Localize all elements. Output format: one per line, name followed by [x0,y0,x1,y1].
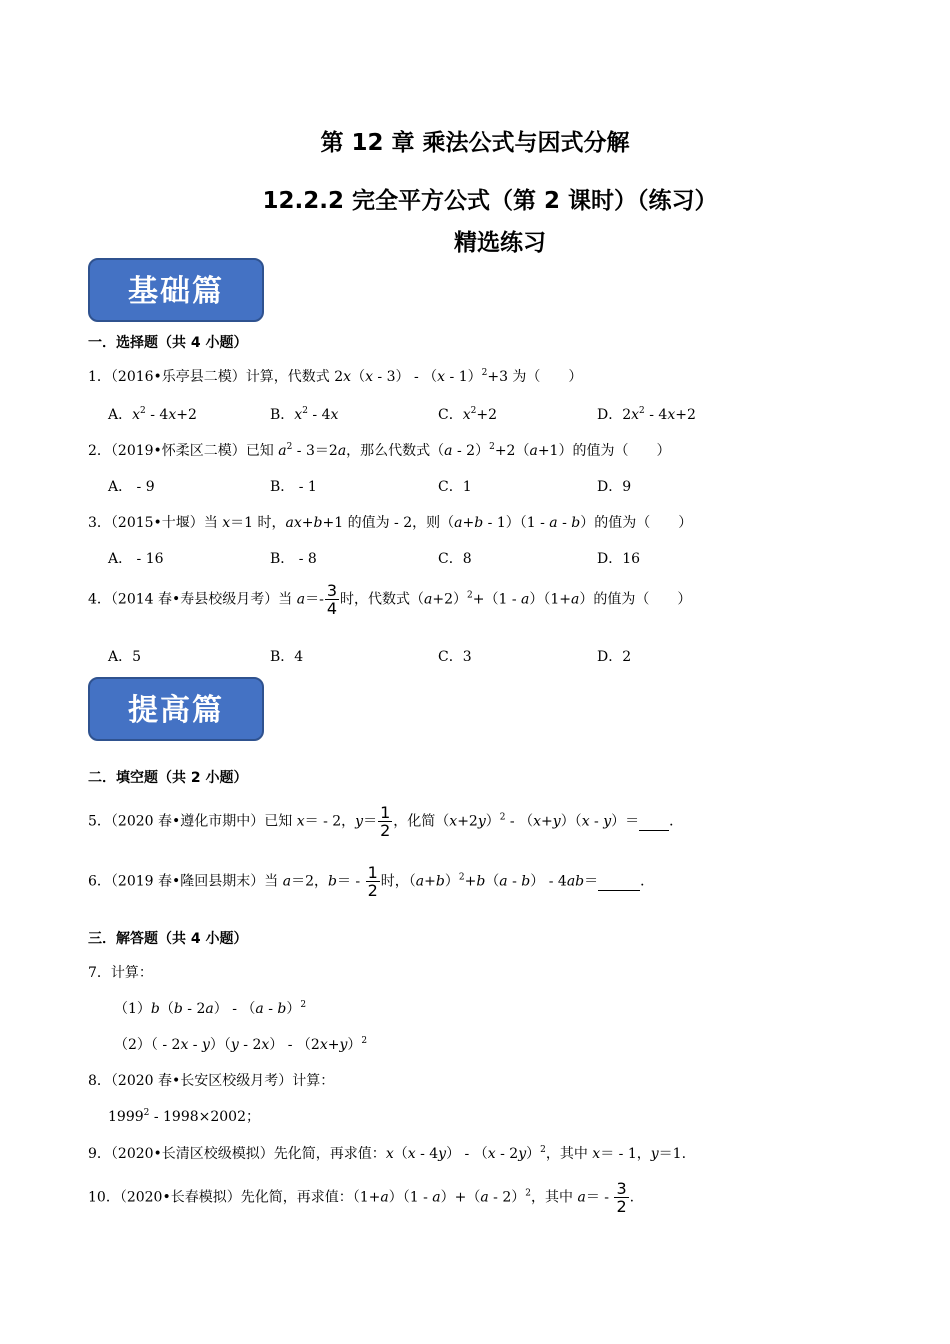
section-choice-heading: 一．选择题（共 4 小题） [88,335,248,351]
fraction-1-2-b: $\frac{1}{2}$ [367,863,378,900]
q3-option-a: A． - 16 [108,551,164,567]
chapter-title: 第 12 章 乘法公式与因式分解 [320,130,630,156]
q1-option-d: D．$2x^2 - 4x+2$ [597,406,696,423]
question-9: 9．（2020•长清区校级模拟）先化简，再求值：x（x - 4y） - （x - 2y）$^2$，其中 x＝ - 1，y＝1. [88,1145,687,1162]
fraction-3-2: $\frac{3}{2}$ [616,1179,627,1216]
question-7: 7．计算： [88,965,153,981]
answer-blank-6[interactable] [598,874,640,891]
question-10: 10．（2020•长春模拟）先化简，再求值：（1+a）（1 - a）+（a - 2）$^2$，其中 a＝ - $\frac{3}{2}$ . [88,1179,635,1216]
q3-option-c: C．8 [438,551,472,567]
question-4: 4．（2014 春•寿县校级月考）当 a＝- $\frac{3}{4}$ 时，代数式$(a+2)^2+(1 - a)(1+a)$的值为（ ） [88,581,692,618]
q2-option-a: A． - 9 [108,479,155,495]
q4-option-b: B．4 [270,649,304,665]
question-5: 5．（2020 春•遵化市期中）已知 x＝ - 2，y＝ $\frac{1}{2}$ ，化简$(x+2y)^2 - (x+y)(x - y)=$ ． [88,803,684,840]
question-8-expression: 1999$^2$ - 1998×2002； [108,1108,260,1125]
question-3: 3．（2015•十堰）当 x＝1 时，ax+b+1 的值为 - 2，则（a+b - 1）（1 - a - b）的值为（ ） [88,515,693,531]
q4-option-d: D．2 [597,649,632,665]
q2-option-c: C．1 [438,479,472,495]
section-fill-heading: 二．填空题（共 2 小题） [88,770,248,786]
question-2: 2．（2019•怀柔区二模）已知 $a^2 - 3=2a$，那么代数式（a - 2）$^2$+2（a+1）的值为（ ） [88,442,671,459]
q3-option-d: D．16 [597,551,641,567]
q3-option-b: B． - 8 [270,551,317,567]
question-7-part-2: $(2)( - 2x - y)(y - 2x) - (2x+y)^2$ [114,1036,368,1053]
question-7-part-1: （1）b（b - 2a） - （a - b）$^2$ [114,1000,307,1017]
question-8: 8．（2020 春•长安区校级月考）计算： [88,1073,335,1089]
question-6: 6．（2019 春•隆回县期末）当 a＝2，b＝ - $\frac{1}{2}$ 时，$(a+b)^2+b(a - b) - 4ab=$ ． [88,863,655,900]
fraction-3-4: $\frac{3}{4}$ [326,581,337,618]
subtitle: 精选练习 [454,230,546,256]
lesson-title: 12.2.2 完全平方公式（第 2 课时）（练习） [262,188,718,214]
q4-option-c: C．3 [438,649,472,665]
fraction-1-2: $\frac{1}{2}$ [380,803,391,840]
q2-option-b: B． - 1 [270,479,317,495]
q2-option-d: D．9 [597,479,632,495]
q1-option-a: A．$x^2 - 4x+2$ [108,406,197,423]
section-solve-heading: 三．解答题（共 4 小题） [88,931,248,947]
answer-blank-5[interactable] [639,814,669,831]
q4-option-a: A．5 [108,649,142,665]
q1-option-c: C．$x^2+2$ [438,406,497,423]
advanced-section-badge: 提高篇 [88,677,264,741]
question-1: 1．（2016•乐亭县二模）计算，代数式 2x（x - 3） - （x - 1）$^2$+3 为（ ） [88,368,583,385]
basic-section-badge: 基础篇 [88,258,264,322]
q1-option-b: B．$x^2 - 4x$ [270,406,339,423]
